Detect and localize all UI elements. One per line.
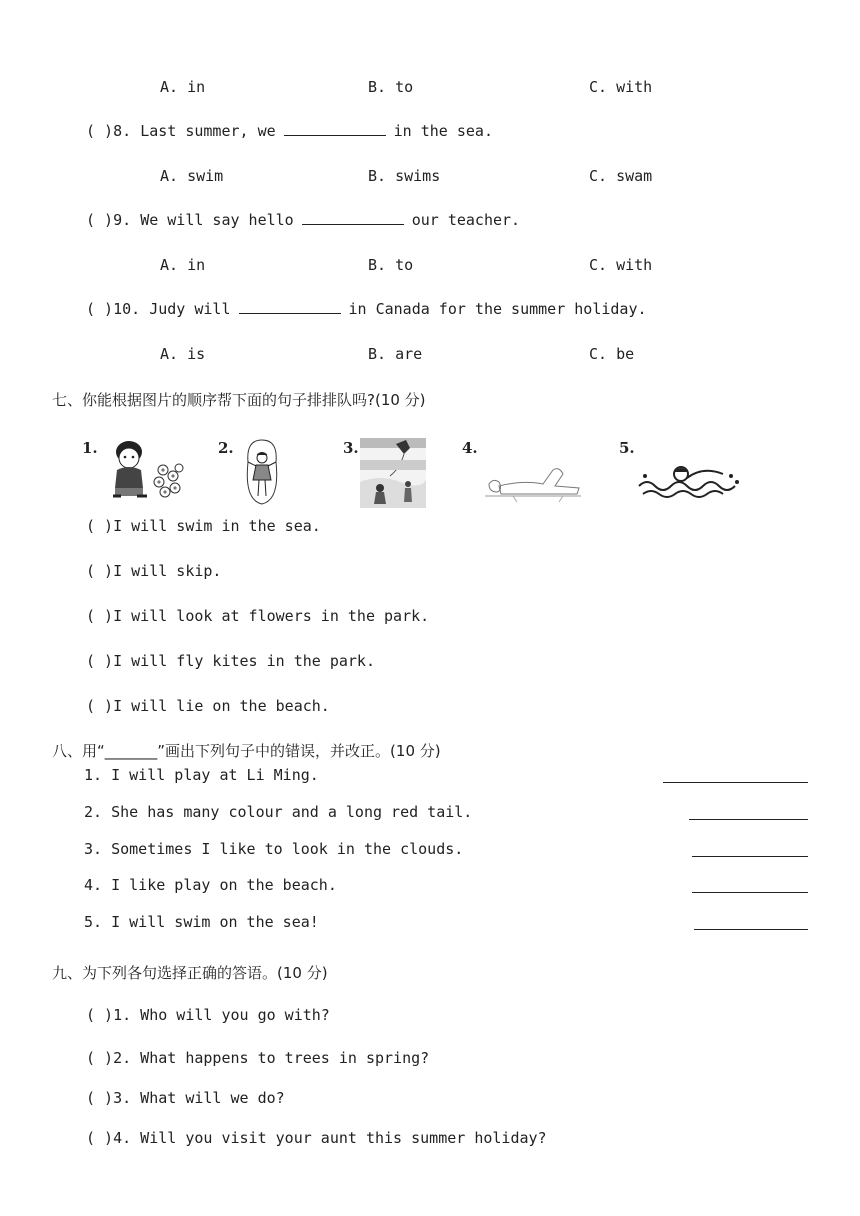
answer-paren: ( )	[86, 122, 114, 140]
picture-number-4: 4.	[462, 439, 478, 457]
fill-blank	[284, 123, 386, 136]
swimming-picture	[637, 458, 743, 504]
q7-option-b: B. to	[368, 78, 414, 96]
q8-option-c: C. swam	[589, 167, 653, 185]
q7-option-c: C. with	[589, 78, 653, 96]
question-text-pre: We will say hello	[140, 211, 294, 229]
answer-line-2	[689, 819, 808, 820]
fill-blank	[302, 212, 404, 225]
question-9	[86, 211, 520, 229]
section-7-item-3: ( )I will look at flowers in the park.	[86, 607, 430, 625]
section-7-item-5: ( )I will lie on the beach.	[86, 697, 330, 715]
section-8-item-1: 1. I will play at Li Ming.	[84, 766, 319, 784]
question-text-post: our teacher.	[411, 211, 521, 229]
girl-skipping-picture	[242, 438, 282, 508]
section-7-item-2: ( )I will skip.	[86, 562, 222, 580]
question-number: 9.	[113, 211, 132, 229]
question-number: 10.	[113, 300, 141, 318]
section-9-title: 九、为下列各句选择正确的答语。(10 分)	[52, 964, 328, 982]
q8-option-a: A. swim	[160, 167, 224, 185]
flying-kites-picture	[360, 438, 426, 508]
answer-line-3	[692, 856, 808, 857]
answer-line-1	[663, 782, 808, 783]
section-8-item-2: 2. She has many colour and a long red tail.	[84, 803, 473, 821]
question-number: 8.	[113, 122, 132, 140]
picture-number-5: 5.	[619, 439, 635, 457]
picture-number-1: 1.	[82, 439, 98, 457]
section-7-item-4: ( )I will fly kites in the park.	[86, 652, 375, 670]
section-7-item-1: ( )I will swim in the sea.	[86, 517, 321, 535]
section-7-title: 七、你能根据图片的顺序帮下面的句子排排队吗?(10 分)	[52, 391, 426, 409]
q8-option-b: B. swims	[368, 167, 441, 185]
answer-paren: ( )	[86, 211, 114, 229]
picture-number-2: 2.	[218, 439, 234, 457]
section-9-item-3: ( )3. What will we do?	[86, 1089, 285, 1107]
question-8	[86, 122, 493, 140]
answer-line-5	[694, 929, 808, 930]
section-9-item-1: ( )1. Who will you go with?	[86, 1006, 330, 1024]
q9-option-a: A. in	[160, 256, 206, 274]
section-8-item-3: 3. Sometimes I like to look in the clouds.	[84, 840, 464, 858]
section-9-item-2: ( )2. What happens to trees in spring?	[86, 1049, 430, 1067]
question-text-pre: Last summer, we	[140, 122, 276, 140]
question-text-post: in Canada for the summer holiday.	[348, 300, 647, 318]
q9-option-c: C. with	[589, 256, 653, 274]
section-8-item-5: 5. I will swim on the sea!	[84, 913, 319, 931]
answer-paren: ( )	[86, 300, 114, 318]
answer-line-4	[692, 892, 808, 893]
q9-option-b: B. to	[368, 256, 414, 274]
q10-option-a: A. is	[160, 345, 206, 363]
picture-number-3: 3.	[343, 439, 359, 457]
section-8-item-4: 4. I like play on the beach.	[84, 876, 337, 894]
section-9-item-4: ( )4. Will you visit your aunt this summer holiday?	[86, 1129, 547, 1147]
section-8-title: 八、用“_______”画出下列句子中的错误，并改正。(10 分)	[52, 742, 441, 760]
fill-blank	[239, 301, 341, 314]
question-10	[86, 300, 647, 318]
question-text-post: in the sea.	[393, 122, 493, 140]
boy-flowers-picture	[103, 438, 187, 504]
question-text-pre: Judy will	[149, 300, 231, 318]
lying-beach-picture	[483, 460, 583, 506]
q10-option-c: C. be	[589, 345, 635, 363]
q7-option-a: A. in	[160, 78, 206, 96]
q10-option-b: B. are	[368, 345, 423, 363]
